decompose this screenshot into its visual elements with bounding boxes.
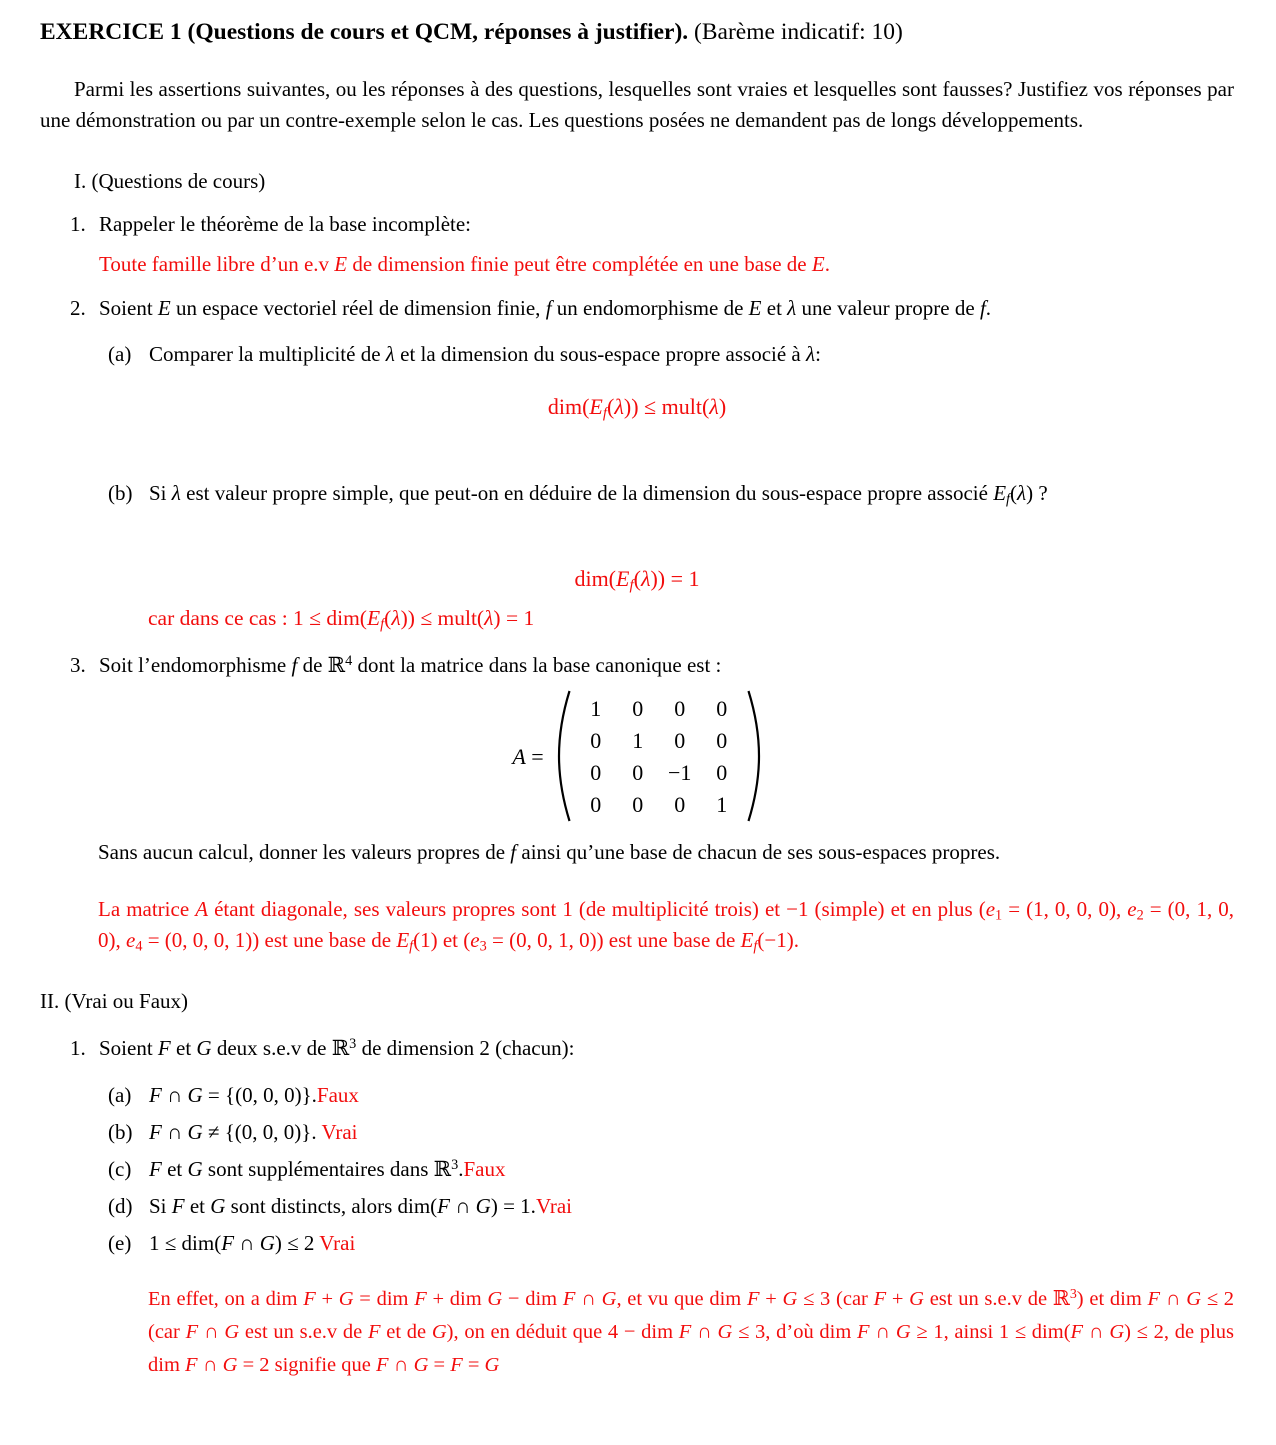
- intro-paragraph: Parmi les assertions suivantes, ou les réponses à des questions, lesquelles sont vraies et lesquelles sont fausses? Justifiez vos réponses par une démonstration ou par un contre-exemple selon le cas. Les questions posées ne demandent pas de longs développements.: [40, 77, 1234, 132]
- vf-item-c-verdict: Faux: [463, 1157, 506, 1181]
- matrix-cell: 1: [716, 791, 728, 817]
- question-1-text: Rappeler le théorème de la base incomplète:: [99, 212, 472, 236]
- question-3-answer: La matrice A étant diagonale, ses valeurs propres sont 1 (de multiplicité trois) et −1 (simple) et en plus ($e_1 = (1$, 0, 0, 0), $e_2 = (0$, 1, 0, 0), $e_4 = (0$, 0, 0, 1)) est une base de $E_f(1)$ et ($e_3 = (0$, 0, 1, 0)) est une base de $E_f(-1)$.: [98, 897, 1234, 955]
- matrix-cell: 0: [674, 727, 686, 753]
- question-2b-label: (b): [108, 481, 133, 505]
- question-2-label: 2.: [70, 296, 86, 320]
- question-2b-answer-note: car dans ce cas : $1 \le dim(E_f(\lambda))$ ≤ mult(λ) = 1: [148, 606, 535, 633]
- matrix-cell: 0: [590, 791, 602, 817]
- vf-item-e-label: (e): [108, 1231, 132, 1255]
- vf-item-a-label: (a): [108, 1083, 132, 1107]
- question-3: [70, 650, 1234, 681]
- vf-item-b-statement: F ∩ G ≠ {(0, 0, 0)}.: [149, 1120, 317, 1144]
- matrix-cell: 1: [590, 695, 602, 721]
- matrix-lhs: A =: [512, 743, 544, 769]
- matrix-grid: [572, 692, 746, 820]
- section-1-heading: I. (Questions de cours): [74, 169, 266, 193]
- matrix-cell: −1: [667, 759, 692, 785]
- vf-item-b-verdict: Vrai: [316, 1120, 358, 1144]
- question-2a-label: (a): [108, 342, 132, 366]
- vf-question-1: [70, 1033, 1234, 1064]
- matrix-cell: 1: [632, 727, 644, 753]
- vf-item-d: [108, 1191, 1234, 1222]
- matrix-cell: 0: [716, 759, 728, 785]
- question-3-text: Soit l’endomorphisme f de ℝ$^4$ dont la matrice dans la base canonique est :: [99, 652, 722, 677]
- matrix-cell: 0: [674, 695, 686, 721]
- vf-item-e: [108, 1228, 1234, 1259]
- matrix-cell: 0: [590, 759, 602, 785]
- right-parenthesis: [746, 689, 762, 823]
- section-2-heading: II. (Vrai ou Faux): [40, 989, 189, 1013]
- question-3-followup: Sans aucun calcul, donner les valeurs propres de f ainsi qu’une base de chacun de ses sous-espaces propres.: [98, 840, 1001, 864]
- matrix-cell: 0: [716, 727, 728, 753]
- vf-item-c-statement: F et G sont supplémentaires dans ℝ$^3$.: [149, 1156, 464, 1181]
- vf-question-1-label: 1.: [70, 1036, 86, 1060]
- left-parenthesis: [556, 689, 572, 823]
- vf-item-d-label: (d): [108, 1194, 133, 1218]
- vf-justification: En effet, on a dim F + G = dim F + dim G − dim F ∩ G, et vu que dim F + G ≤ 3 (car F + G est un s.e.v de ℝ$^3$) et dim F ∩ G ≤ 2 (car F ∩ G est un s.e.v de F et de G), on en déduit que 4 − dim F ∩ G ≤ 3, d’où dim F ∩ G ≥ 1, ainsi 1 ≤ dim(F ∩ G) ≤ 2, de plus dim F ∩ G = 2 signifie que F ∩ G = F = G: [148, 1287, 1235, 1376]
- matrix-cell: 0: [632, 759, 644, 785]
- matrix-display: [40, 689, 1234, 823]
- question-2b-text: Si λ est valeur propre simple, que peut-on en déduire de la dimension du sous-espace propre associé $E_f(\lambda)$ ?: [149, 481, 1048, 508]
- question-1-label: 1.: [70, 212, 86, 236]
- question-3-label: 3.: [70, 653, 86, 677]
- question-2b-answer-formula: $dim(E_f(\lambda)) = 1$: [574, 566, 700, 594]
- question-1-answer: Toute famille libre d’un e.v E de dimension finie peut être complétée en une base de E.: [99, 252, 830, 276]
- vf-item-e-statement: 1 ≤ dim(F ∩ G) ≤ 2: [149, 1231, 315, 1255]
- question-2: [70, 293, 1234, 324]
- question-2a-answer-formula: $dim(E_f(\lambda))$ ≤ mult(λ): [547, 394, 727, 422]
- matrix-cell: 0: [632, 791, 644, 817]
- vf-item-d-statement: Si F et G sont distincts, alors dim(F ∩ G) = 1.: [149, 1194, 536, 1218]
- vf-item-d-verdict: Vrai: [535, 1194, 572, 1218]
- exercise-title-note: (Barème indicatif: 10): [694, 19, 903, 45]
- matrix-cell: 0: [632, 695, 644, 721]
- vf-item-b: [108, 1117, 1234, 1148]
- vf-item-a-verdict: Faux: [316, 1083, 359, 1107]
- exercise-title: [40, 16, 1234, 48]
- matrix-cell: 0: [716, 695, 728, 721]
- question-2a-text: Comparer la multiplicité de λ et la dimension du sous-espace propre associé à λ:: [149, 342, 821, 366]
- vf-item-c: [108, 1154, 1234, 1185]
- question-2a: [108, 339, 1234, 370]
- question-2b: [108, 478, 1234, 509]
- vf-item-e-verdict: Vrai: [314, 1231, 356, 1255]
- vf-question-1-text: Soient F et G deux s.e.v de ℝ$^3$ de dimension 2 (chacun):: [99, 1035, 575, 1060]
- exercise-title-bold: EXERCICE 1 (Questions de cours et QCM, réponses à justifier).: [40, 19, 689, 45]
- matrix-cell: 0: [590, 727, 602, 753]
- question-2-text: Soient E un espace vectoriel réel de dimension finie, f un endomorphisme de E et λ une valeur propre de f.: [99, 296, 992, 320]
- vf-item-b-label: (b): [108, 1120, 133, 1144]
- vf-item-a: [108, 1080, 1234, 1111]
- matrix-cell: 0: [674, 791, 686, 817]
- question-1: [70, 209, 1234, 280]
- vf-item-a-statement: F ∩ G = {(0, 0, 0)}.: [149, 1083, 317, 1107]
- vf-item-c-label: (c): [108, 1157, 132, 1181]
